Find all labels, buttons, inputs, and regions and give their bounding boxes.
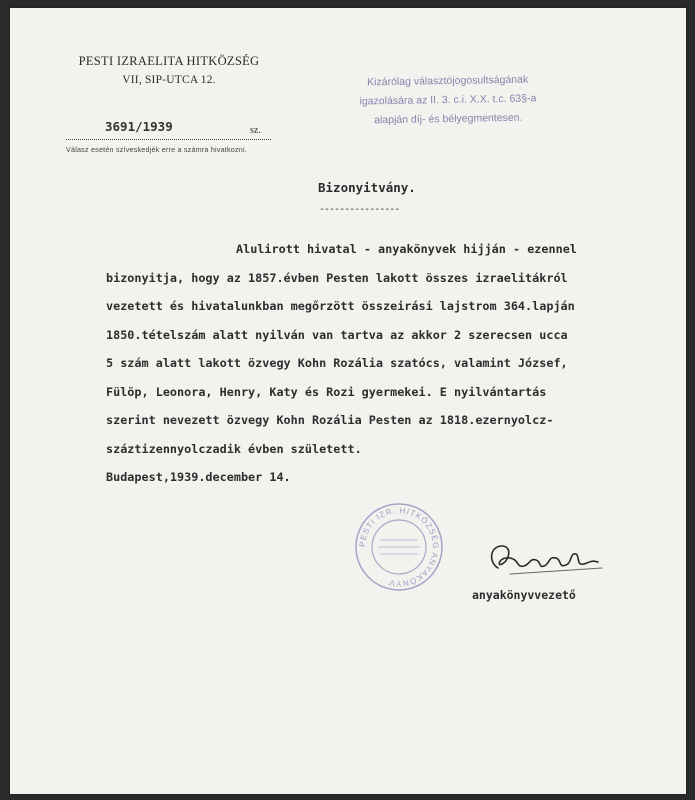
- official-seal: [354, 502, 444, 592]
- date-line: Budapest,1939.december 14.: [106, 470, 291, 484]
- letterhead: [54, 54, 284, 86]
- organization-name: PESTI IZRAELITA HITKÖZSÉG: [78, 54, 260, 68]
- handwritten-signature: [480, 538, 610, 588]
- organization-address: VII, SIP-UTCA 12.: [122, 74, 216, 86]
- body-line: szerint nevezett özvegy Kohn Rozália Pesten az 1818.ezernyolcz-: [106, 413, 554, 427]
- reference-number: 3691/1939: [105, 119, 173, 134]
- body-line: Alulirott hivatal - anyakönyvek hijján - ezennel: [236, 242, 577, 256]
- title-underline: ----------------: [319, 204, 400, 215]
- seal-ring-text: PESTI IZR. HITKÖZSÉG ANYAKÖNYV: [357, 505, 441, 589]
- reply-note: Válasz esetén szíveskedjék erre a számra hivatkozni.: [66, 145, 247, 154]
- body-line: Fülöp, Leonora, Henry, Katy és Rozi gyermekei. E nyilvántartás: [106, 384, 547, 399]
- body-line: 1850.tételszám alatt nyilván van tartva az akkor 2 szerecsen ucca: [106, 327, 568, 342]
- body-line: bizonyitja, hogy az 1857.évben Pesten lakott összes izraelitákról: [106, 270, 568, 285]
- stamp-line: igazolására az II. 3. c.i. X.X. t.c. 63§-a: [359, 92, 537, 108]
- document-title: Bizonyitvány.: [318, 180, 416, 195]
- signer-role: anyakönyvvezető: [472, 588, 576, 602]
- reference-suffix: sz.: [250, 125, 261, 136]
- body-line: 5 szám alatt lakott özvegy Kohn Rozália szatócs, valamint József,: [106, 356, 568, 370]
- document-sheet: [10, 8, 686, 794]
- certificate-body: [106, 235, 671, 492]
- fee-exemption-stamp: [328, 70, 569, 131]
- stamp-line: Kizárólag választójogosultságának: [367, 73, 529, 89]
- stamp-line: alapján díj- és bélyegmentesen.: [374, 111, 523, 127]
- body-line: vezetett és hivatalunkban megőrzött összeirási lajstrom 364.lapján: [106, 299, 575, 313]
- body-line: száztizennyolczadik évben született.: [106, 441, 362, 456]
